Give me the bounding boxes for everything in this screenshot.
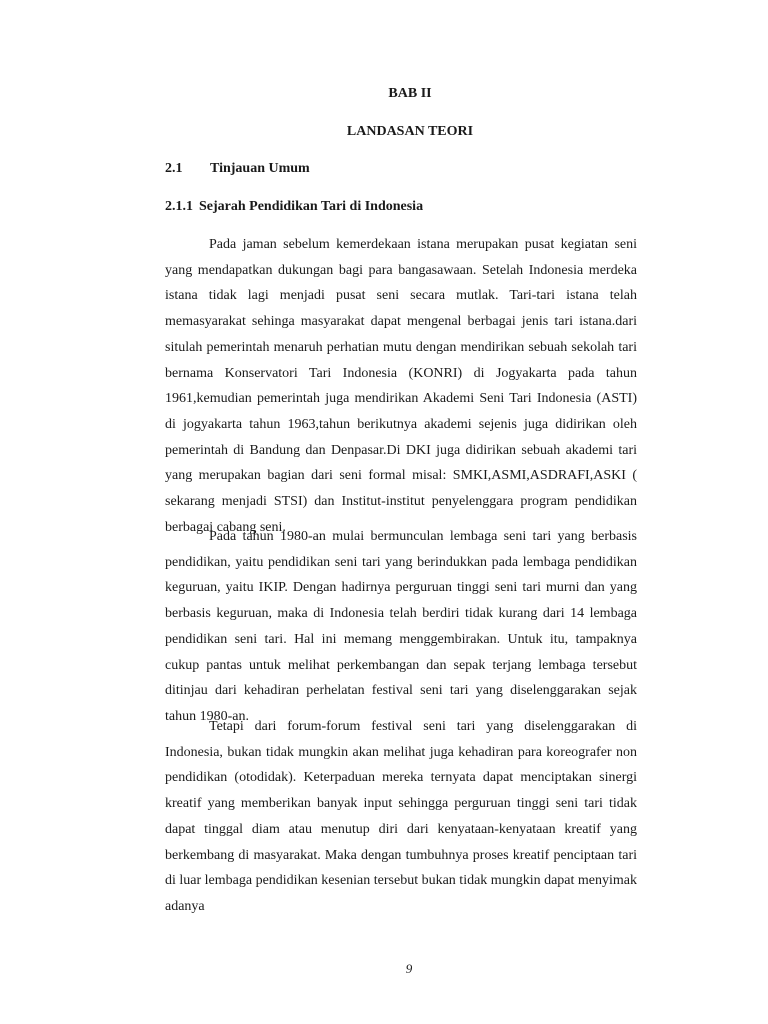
subsection-heading bbox=[165, 199, 423, 215]
subsection-title: Sejarah Pendidikan Tari di Indonesia bbox=[199, 199, 424, 214]
section-heading bbox=[165, 161, 310, 177]
chapter-title: LANDASAN TEORI bbox=[346, 124, 474, 139]
subsection-number: 2.1.1 bbox=[165, 199, 193, 214]
paragraph-2: Pada tahun 1980-an mulai bermunculan lembaga seni tari yang berbasis pendidikan, yaitu pendidikan seni tari yang berindukkan pada lembaga pendidikan keguruan, yaitu IKIP. Dengan hadirnya perguruan tinggi seni tari murni dan yang berbasis keguruan, maka di Indonesia telah berdiri tidak kurang dari 14 lembaga pendidikan seni tari. Hal ini memang menggembirakan. Untuk itu, tampaknya cukup pantas untuk melihat perkembangan dan sepak terjang lembaga tersebut ditinjau dari kehadiran perhelatan festival seni tari yang diselenggarakan sejak tahun 1980-an. bbox=[165, 529, 637, 724]
page-number: 9 bbox=[405, 961, 413, 976]
paragraph-3: Tetapi dari forum-forum festival seni tari yang diselenggarakan di Indonesia, bukan tidak mungkin akan melihat juga kehadiran para koreografer non pendidikan (otodidak). Keterpaduan mereka ternyata dapat menciptakan sinergi kreatif yang memberikan banyak input sehingga perguruan tinggi seni tari tidak dapat tinggal diam atau menutup diri dari kenyataan-kenyataan kreatif yang berkembang di masyarakat. Maka dengan tumbuhnya proses kreatif penciptaan tari di luar lembaga pendidikan kesenian tersebut bukan tidak mungkin dapat menyimak adanya bbox=[165, 719, 637, 914]
chapter-label: BAB II bbox=[388, 86, 432, 101]
section-number: 2.1 bbox=[165, 161, 183, 176]
paragraph-1: Pada jaman sebelum kemerdekaan istana merupakan pusat kegiatan seni yang mendapatkan dukungan bagi para bangasawaan. Setelah Indonesia merdeka istana tidak lagi menjadi pusat seni secara mutlak. Tari-tari istana telah memasyarakat sehinga masyarakat dapat mengenal berbagai jenis tari istana.dari situlah pemerintah menaruh perhatian mutu dengan mendirikan sebuah sekolah tari bernama Konservatori Tari Indonesia (KONRI) di Jogyakarta pada tahun 1961,kemudian pemerintah juga mendirikan Akademi Seni Tari Indonesia (ASTI) di jogyakarta tahun 1963,tahun berikutnya akademi sejenis juga didirikan oleh pemerintah di Bandung dan Denpasar.Di DKI juga didirikan sebuah akademi tari yang merupakan bagian dari seni formal misal: SMKI,ASMI,ASDRAFI,ASKI ( sekarang menjadi STSI) dan Institut-institut penyelenggara program pendidikan berbagai cabang seni. bbox=[165, 237, 637, 535]
section-title: Tinjauan Umum bbox=[210, 161, 310, 176]
